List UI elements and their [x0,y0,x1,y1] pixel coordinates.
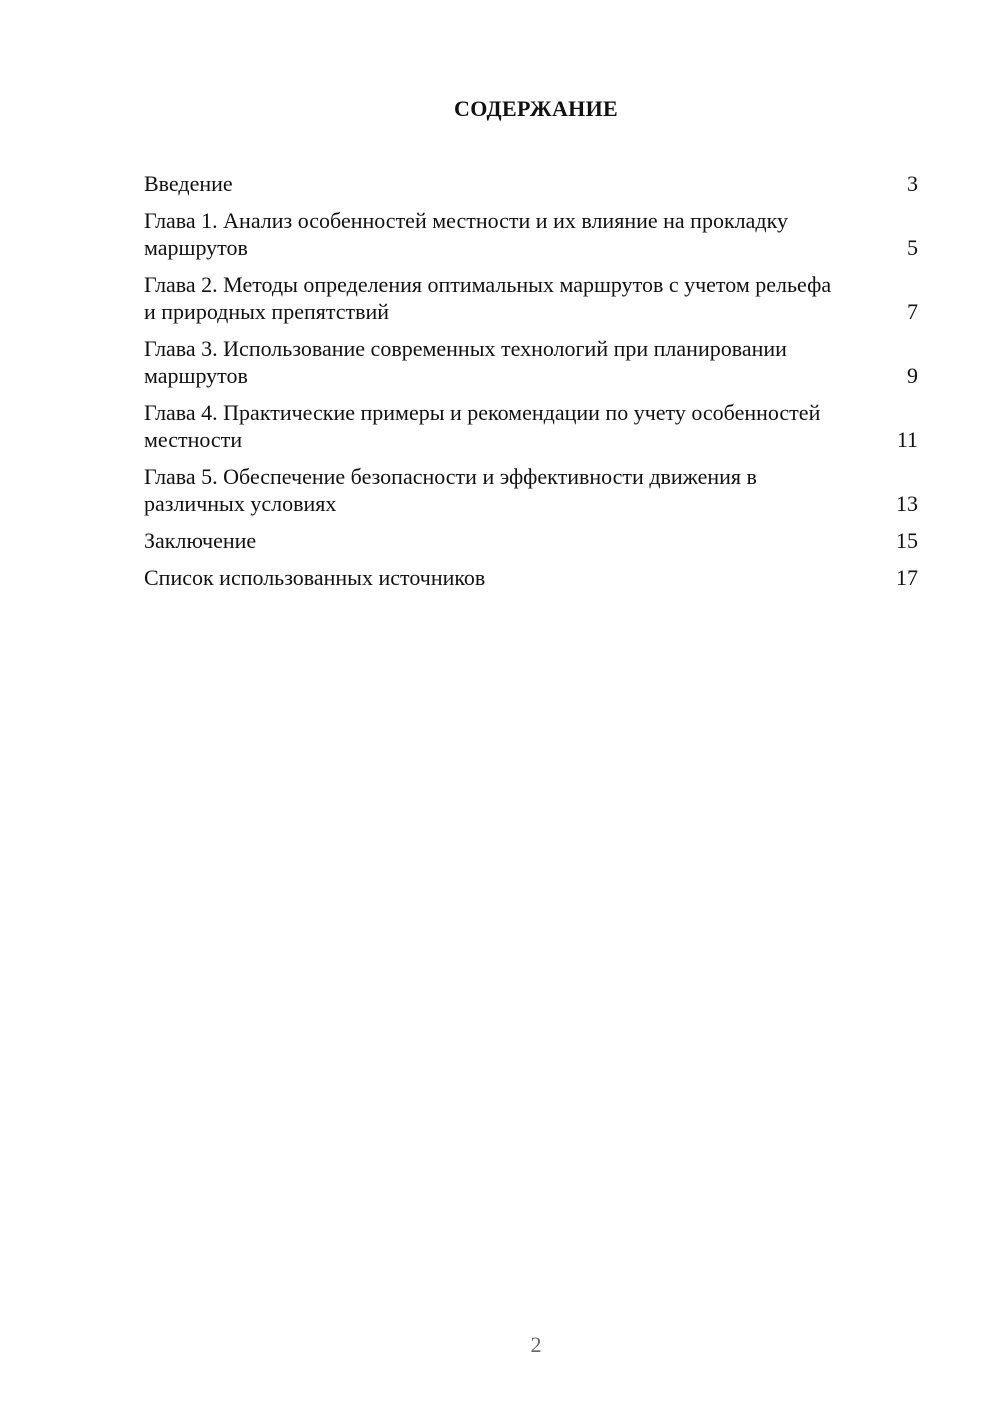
toc-entry-page: 9 [907,363,918,388]
toc-entry-text: Список использованных источников [144,565,486,590]
toc-list [144,170,918,601]
toc-entry-text: Заключение [144,528,257,553]
toc-entry-text: Глава 3. Использование современных технологий при планировании маршрутов [144,336,787,388]
toc-entry-page: 11 [896,427,918,452]
toc-entry-page: 7 [907,299,918,324]
toc-entry-text: Глава 4. Практические примеры и рекомендации по учету особенностей местности [144,400,821,452]
toc-entry-page: 15 [896,528,918,553]
toc-entry-text: Глава 5. Обеспечение безопасности и эффективности движения в различных условиях [144,464,757,516]
toc-entry-text: Глава 2. Методы определения оптимальных маршрутов с учетом рельефа и природных препятствий [144,272,832,324]
toc-entry-text: Глава 1. Анализ особенностей местности и их влияние на прокладку маршрутов [144,208,788,260]
toc-entry-text: Введение [144,171,233,196]
toc-entry[interactable] [144,564,918,591]
toc-entry[interactable] [144,207,918,261]
toc-title: СОДЕРЖАНИЕ [454,96,618,121]
toc-entry[interactable] [144,335,918,389]
toc-entry-page: 13 [896,491,918,516]
toc-entry[interactable] [144,463,918,517]
toc-entry-page: 17 [896,565,918,590]
toc-entry-page: 5 [907,235,918,260]
toc-entry[interactable] [144,271,918,325]
toc-entry[interactable] [144,399,918,453]
toc-entry-page: 3 [907,171,918,196]
toc-entry[interactable] [144,527,918,554]
toc-entry[interactable] [144,170,918,197]
page-number: 2 [530,1332,542,1357]
